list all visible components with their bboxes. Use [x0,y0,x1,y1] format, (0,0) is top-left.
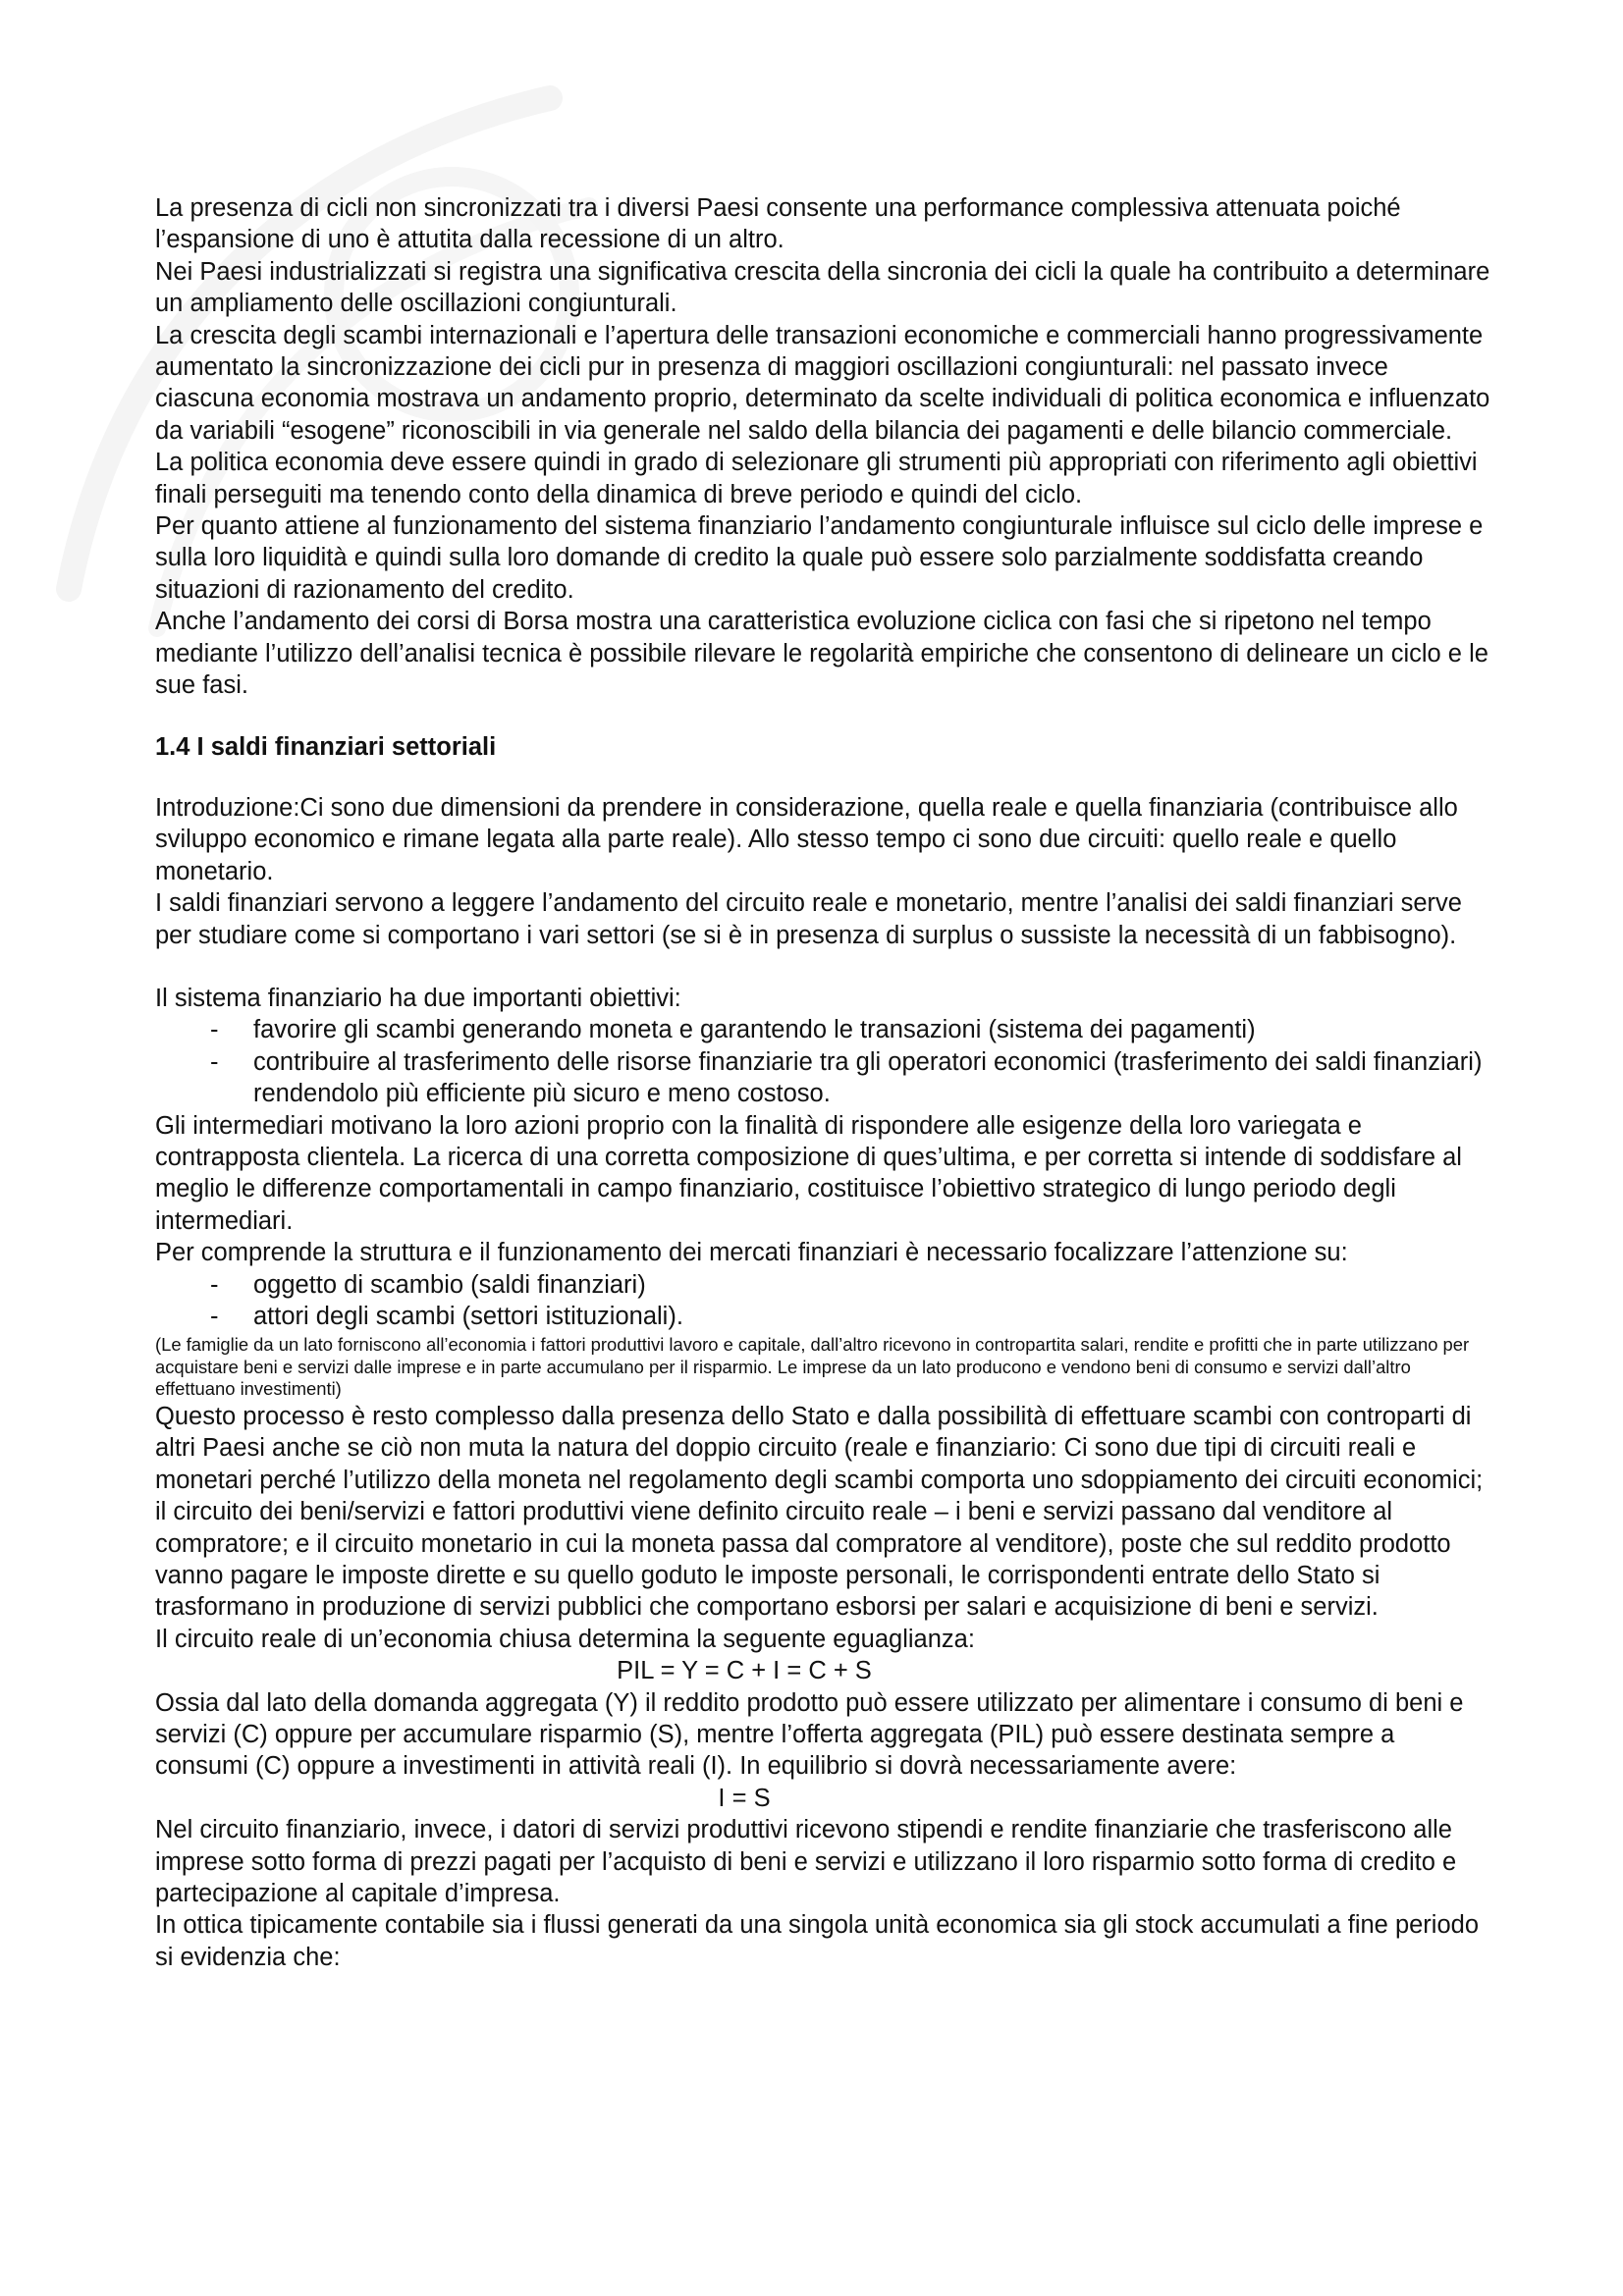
equation: I = S [718,1784,771,1812]
small-note: (Le famiglie da un lato forniscono all’economia i fattori produttivi lavoro e capitale, dall’altro ricevono in contropartita salari, rendite e profitti che in parte utilizzano per acquistare beni e servizi dalle imprese e in parte accumulano per il risparmio. Le imprese da un lato producono e vendono beni di consumo e servizi dall’altro effettuano investimenti) [155,1334,1470,1400]
paragraph: Questo processo è resto complesso dalla presenza dello Stato e dalla possibilità di effettuare scambi con controparti di altri Paesi anche se ciò non muta la natura del doppio circuito (reale e finanziario: Ci sono due tipi di circuiti reali e monetari perché l’utilizzo della moneta nel regolamento degli scambi comporta uno sdoppiamento dei circuiti economici; il circuito dei beni/servizi e fattori produttivi viene definito circuito reale – i beni e servizi passano dal venditore al compratore; e il circuito monetario in cui la moneta passa dal compratore al venditore), poste che sul reddito prodotto vanno pagare le imposte dirette e su quello goduto le imposte personali, le corrispondenti entrate dello Stato si trasformano in produzione di servizi pubblici che comportano esborsi per salari e acquisizione di beni e servizi. [155,1402,1484,1622]
list-item: - contribuire al trasferimento delle risorse finanziarie tra gli operatori economici (trasferimento dei saldi finanziari) rendendolo più efficiente più sicuro e meno costoso. [155,1046,1490,1110]
list-item: - attori degli scambi (settori istituzionali). [155,1301,1490,1332]
list-item: - oggetto di scambio (saldi finanziari) [155,1269,1490,1301]
paragraph: La presenza di cicli non sincronizzati tra i diversi Paesi consente una performance complessiva attenuata poiché l’espansione di uno è attutita dalla recessione di un altro. [155,194,1401,254]
section-heading: 1.4 I saldi finanziari settoriali [155,732,497,761]
paragraph: Per comprende la struttura e il funzionamento dei mercati finanziari è necessario focalizzare l’attenzione su: [155,1239,1348,1267]
paragraph: Gli intermediari motivano la loro azioni proprio con la finalità di rispondere alle esigenze della loro variegata e contrapposta clientela. La ricerca di una corretta composizione di ques’ultima, e per corretta si intende di soddisfare al meglio le differenze comportamentali in campo finanziario, costituisce l’obiettivo strategico di lungo periodo degli intermediari. [155,1111,1462,1235]
paragraph: Il circuito reale di un’economia chiusa determina la seguente eguaglianza: [155,1625,975,1653]
paragraph: Anche l’andamento dei corsi di Borsa mostra una caratteristica evoluzione ciclica con fasi che si ripetono nel tempo mediante l’utilizzo dell’analisi tecnica è possibile rilevare le regolarità empiriche che consentono di delineare un ciclo e le sue fasi. [155,608,1488,700]
intro-paragraph: I saldi finanziari servono a leggere l’andamento del circuito reale e monetario, mentre l’analisi dei saldi finanziari serve per studiare come si comportano i vari settori (se si è in presenza di surplus o sussiste la necessità di un fabbisogno). [155,889,1462,949]
document-body [155,192,1490,1973]
equation: PIL = Y = C + I = C + S [617,1657,872,1685]
objectives-intro: Il sistema finanziario ha due importanti obiettivi: [155,984,681,1012]
paragraph: Nel circuito finanziario, invece, i datori di servizi produttivi ricevono stipendi e rendite finanziarie che trasferiscono alle imprese sotto forma di prezzi pagati per l’acquisto di beni e servizi e utilizzano il loro risparmio sotto forma di credito e partecipazione al capitale d’impresa. [155,1816,1457,1907]
paragraph: In ottica tipicamente contabile sia i flussi generati da una singola unità economica sia gli stock accumulati a fine periodo si evidenzia che: [155,1911,1480,1971]
paragraph: Nei Paesi industrializzati si registra una significativa crescita della sincronia dei cicli la quale ha contribuito a determinare un ampliamento delle oscillazioni congiunturali. [155,257,1490,318]
focus-list [155,1269,1490,1333]
paragraph: La crescita degli scambi internazionali e l’apertura delle transazioni economiche e commerciali hanno progressivamente aumentato la sincronizzazione dei cicli pur in presenza di maggiori oscillazioni congiunturali: nel passato invece ciascuna economia mostrava un andamento proprio, determinato da scelte individuali di politica economica e influenzato da variabili “esogene” riconoscibili in via generale nel saldo della bilancia dei pagamenti e delle bilancio commerciale. [155,321,1490,445]
intro-paragraph: Introduzione:Ci sono due dimensioni da prendere in considerazione, quella reale e quella finanziaria (contribuisce allo sviluppo economico e rimane legata alla parte reale). Allo stesso tempo ci sono due circuiti: quello reale e quello monetario. [155,793,1458,885]
paragraph: La politica economia deve essere quindi in grado di selezionare gli strumenti più appropriati con riferimento agli obiettivi finali perseguiti ma tenendo conto della dinamica di breve periodo e quindi del ciclo. [155,449,1478,508]
paragraph: Per quanto attiene al funzionamento del sistema finanziario l’andamento congiunturale influisce sul ciclo delle imprese e sulla loro liquidità e quindi sulla loro domande di credito la quale può essere solo parzialmente soddisfatta creando situazioni di razionamento del credito. [155,512,1484,604]
paragraph: Ossia dal lato della domanda aggregata (Y) il reddito prodotto può essere utilizzato per alimentare i consumo di beni e servizi (C) oppure per accumulare risparmio (S), mentre l’offerta aggregata (PIL) può essere destinata sempre a consumi (C) oppure a investimenti in attività reali (I). In equilibrio si dovrà necessariamente avere: [155,1688,1464,1781]
list-item: - favorire gli scambi generando moneta e garantendo le transazioni (sistema dei pagamenti) [155,1014,1490,1045]
objectives-list [155,1014,1490,1109]
